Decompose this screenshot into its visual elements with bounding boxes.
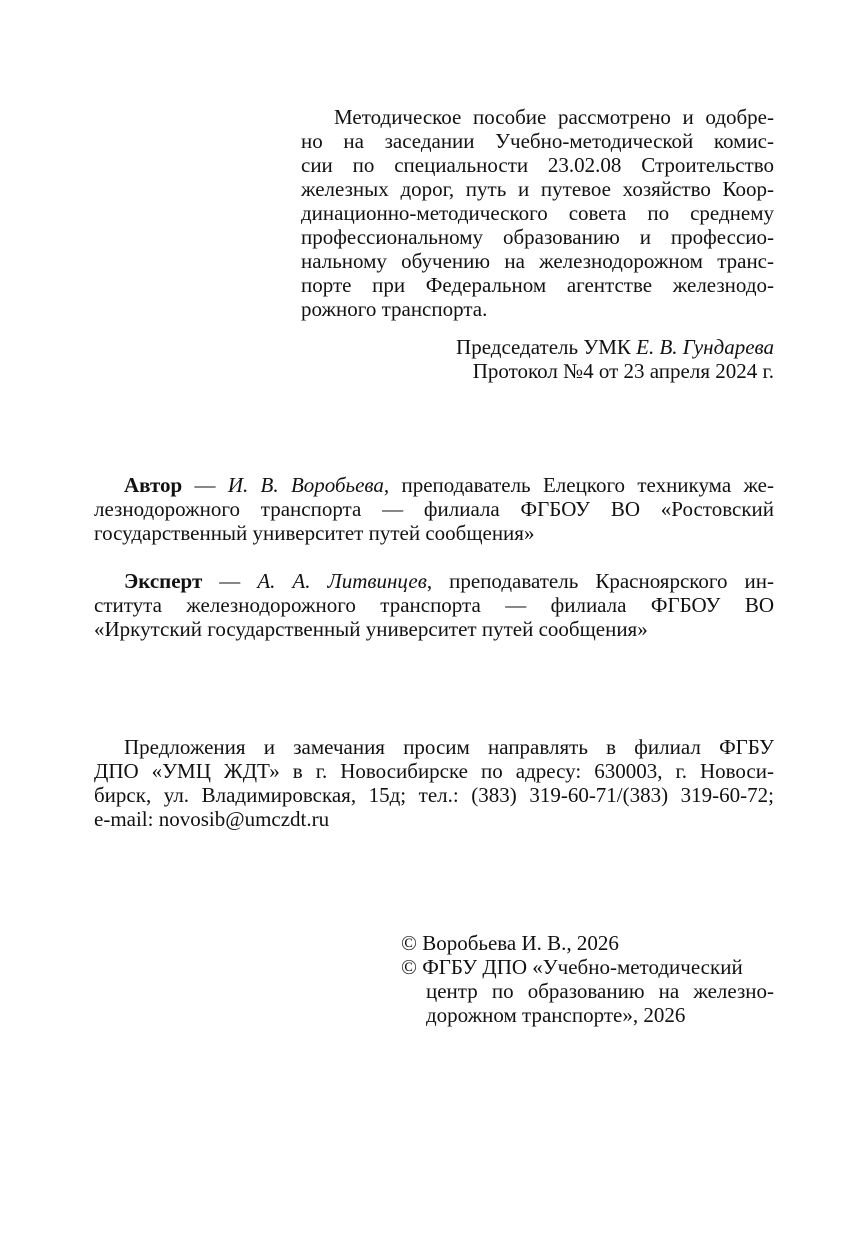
approval-line: сии по специальности 23.02.08 Строительство (301, 153, 774, 177)
contacts-email-line: e-mail: novosib@umczdt.ru (94, 807, 330, 831)
expert-dash: — (202, 569, 258, 593)
expert-label: Эксперт (124, 569, 203, 593)
copyright-line: дорожном транспорте», 2026 (426, 1003, 686, 1027)
approval-line: Методическое пособие рассмотрено и одобре- (334, 105, 774, 129)
approval-line: рожного транспорта. (301, 297, 488, 321)
expert-line-2: ститута железнодорожного транспорта — филиала ФГБОУ ВО (94, 593, 774, 617)
approval-line: профессиональному образованию и профессио- (301, 225, 774, 249)
chair-name: Е. В. Гундарева (636, 335, 774, 359)
expert-line-1-rest: , преподаватель Красноярского ин- (426, 569, 774, 593)
chair-signature (301, 335, 774, 359)
author-line-1-rest: , преподаватель Елецкого техникума же- (383, 473, 774, 497)
author-label: Автор (124, 473, 183, 497)
copyright-line: © Воробьева И. В., 2026 (401, 931, 619, 955)
approval-line: динационно-методического совета по среднему (301, 201, 774, 225)
author-dash: — (182, 473, 228, 497)
approval-line: железных дорог, путь и путевое хозяйство Коор- (301, 177, 774, 201)
copyright-line: © ФГБУ ДПО «Учебно-методический (401, 955, 743, 979)
author-name: И. В. Воробьева (227, 473, 384, 497)
protocol-line: Протокол №4 от 23 апреля 2024 г. (472, 359, 774, 383)
author-line-3: государственный университет путей сообщения» (94, 521, 535, 545)
chair-label: Председатель УМК (456, 335, 637, 359)
author-line-1 (124, 473, 774, 497)
copyright-line: центр по образованию на железно- (426, 979, 774, 1003)
approval-line: нальному обучению на железнодорожном транс- (301, 249, 774, 273)
contacts-line: ДПО «УМЦ ЖДТ» в г. Новосибирске по адресу: 630003, г. Новоси- (94, 759, 774, 783)
expert-line-1 (124, 569, 774, 593)
contacts-line: бирск, ул. Владимировская, 15д; тел.: (383) 319-60-71/(383) 319-60-72; (94, 783, 774, 807)
contacts-line: Предложения и замечания просим направлять в филиал ФГБУ (124, 735, 774, 759)
approval-line: но на заседании Учебно-методической комис- (301, 129, 774, 153)
approval-line: порте при Федеральном агентстве железнодо- (301, 273, 774, 297)
expert-name: А. А. Литвинцев (257, 569, 427, 593)
author-line-2: лезнодорожного транспорта — филиала ФГБОУ ВО «Ростовский (94, 497, 774, 521)
expert-line-3: «Иркутский государственный университет путей сообщения» (94, 617, 648, 641)
